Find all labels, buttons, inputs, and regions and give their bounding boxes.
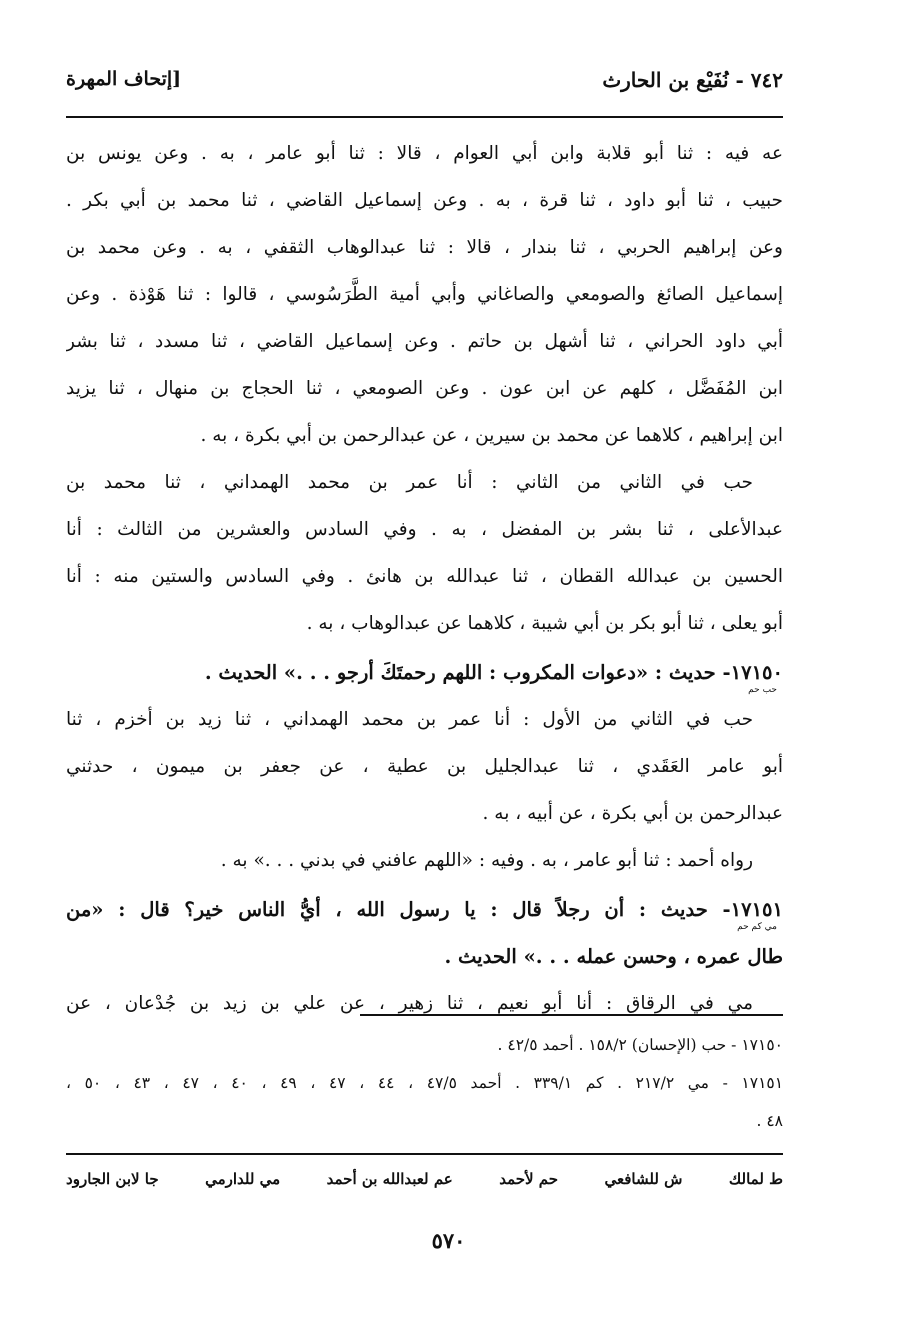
abbreviation-item: عم لعبدالله بن أحمد xyxy=(326,1170,453,1188)
footnote: ١٧١٥١ - مي ٢١٧/٢ . كم ٣٣٩/١ . أحمد ٤٧/٥ ، ٤٤ ، ٤٧ ، ٤٩ ، ٤٠ ، ٤٧ ، ٤٣ ، ٥٠ ، xyxy=(66,1074,783,1092)
text-line: ابن إبراهيم ، كلاهما عن محمد بن سيرين ، عن عبدالرحمن بن أبي بكرة ، به . xyxy=(200,425,783,446)
text-line: عبدالأعلى ، ثنا بشر بن المفضل ، به . وفي السادس والعشرين من الثالث : أنا xyxy=(66,519,783,540)
text-line: أبي داود الحراني ، ثنا أشهل بن حاتم . وعن إسماعيل القاضي ، ثنا مسدد ، ثنا بشر xyxy=(66,331,783,352)
text-line: حبيب ، ثنا أبو داود ، ثنا قرة ، به . وعن إسماعيل القاضي ، ثنا محمد بن أبي بكر . xyxy=(66,190,783,211)
page-number: ٥٧٠ xyxy=(431,1228,466,1253)
text-line: عه فيه : ثنا أبو قلابة وابن أبي العوام ، قالا : ثنا أبو عامر ، به . وعن يونس بن xyxy=(66,143,783,164)
text-line: أبو عامر العَقَدي ، ثنا عبدالجليل بن عطية ، عن جعفر بن ميمون ، حدثني xyxy=(66,756,783,777)
text-line: ابن المُفَضَّل ، كلهم عن ابن عون . وعن الصومعي ، ثنا الحجاج بن منهال ، ثنا يزيد xyxy=(66,378,783,399)
text-line: وعن إبراهيم الحربي ، ثنا بندار ، قالا : ثنا عبدالوهاب الثقفي ، به . وعن محمد بن xyxy=(66,237,783,258)
hadith-17151-continuation: طال عمره ، وحسن عمله . . .» الحديث . xyxy=(444,945,783,968)
hadith-17151-heading: ١٧١٥١- حديث : أن رجلاً قال : يا رسول الله ، أيُّ الناس خير؟ قال : «من xyxy=(66,898,783,921)
footnote-continuation: ٤٨ . xyxy=(756,1112,783,1130)
abbreviation-item: ط لمالك xyxy=(728,1170,783,1188)
abbreviation-item: ش للشافعي xyxy=(604,1170,683,1188)
abbreviation-item: مي للدارمي xyxy=(205,1170,281,1188)
hadith-17150-heading xyxy=(66,649,783,696)
text-line: إسماعيل الصائغ والصومعي والصاغاني وأبي أمية الطَّرَسُوسي ، قالوا : ثنا هَوْذة . وعن xyxy=(66,284,783,305)
footnote-divider xyxy=(360,1014,783,1016)
text-line: مي في الرقاق : أنا أبو نعيم ، ثنا زهير ، عن علي بن زيد بن جُدْعان ، عن xyxy=(66,993,753,1014)
header-divider xyxy=(66,116,783,118)
abbreviation-divider xyxy=(66,1153,783,1155)
text-line: حب في الثاني من الثاني : أنا عمر بن محمد الهمداني ، ثنا محمد بن xyxy=(66,472,753,493)
abbreviation-key xyxy=(66,1170,783,1204)
footnotes xyxy=(66,1026,783,1140)
abbreviation-item: حم لأحمد xyxy=(499,1170,559,1188)
abbreviation-item: جا لابن الجارود xyxy=(66,1170,159,1188)
text-line: عبدالرحمن بن أبي بكرة ، عن أبيه ، به . xyxy=(482,803,783,824)
text-line: أبو يعلى ، ثنا أبو بكر بن أبي شيبة ، كلاهما عن عبدالوهاب ، به . xyxy=(306,613,783,634)
page-header xyxy=(66,68,783,108)
text-line: حب في الثاني من الأول : أنا عمر بن محمد الهمداني ، ثنا زيد بن أخزم ، ثنا xyxy=(66,709,754,730)
book-title: [إتحاف المهرة xyxy=(66,68,182,90)
text-line: رواه أحمد : ثنا أبو عامر ، به . وفيه : «اللهم عافني في بدني . . .» به . xyxy=(220,850,753,871)
text-line: الحسين بن عبدالله القطان ، ثنا عبدالله بن هانئ . وفي السادس والستين منه : أنا xyxy=(66,566,783,587)
hadith-17150-text: ١٧١٥٠- حديث : «دعوات المكروب : اللهم رحمتَكَ أرجو . . .» الحديث . xyxy=(204,661,783,684)
main-text: عه فيه : ثنا أبو قلابة وابن أبي العوام ، قالا : ثنا أبو عامر ، به . وعن يونس بن حبيب ، ثنا أبو داود ، ثنا قرة ، به . وعن إسماعيل القاضي ، ثنا محمد بن أبي بكر . وعن إبراهيم الحربي ، ثنا بندار ، قالا : ثنا عبدالوهاب الثقفي ، به . وعن محمد بن إسماعيل الصائغ والصومعي والصاغاني وأبي أمية الطَّرَسُوسي ، قالوا : ثنا هَوْذة . وعن أبي داود الحراني ، ثنا أشهل بن حاتم . وعن إسماعيل القاضي ، ثنا مسدد ، ثنا بشر ابن المُفَضَّل ، كلهم عن ابن عون . وعن الصومعي ، ثنا الحجاج بن منهال ، ثنا يزيد ابن إبراهيم ، كلاهما عن محمد بن سيرين ، عن عبدالرحمن بن أبي بكرة ، به . حب في الثاني من الثاني : أنا عمر بن محمد الهمداني ، ثنا محمد بن عبدالأعلى ، ثنا بشر بن المفضل ، به . وفي السادس والعشرين من الثالث : أنا الحسين بن عبدالله القطان ، ثنا عبدالله بن هانئ . وفي السادس والستين منه : أنا أبو يعلى ، ثنا أبو بكر بن أبي شيبة ، كلاهما عن عبدالوهاب ، به . ١٧١٥٠- حديث : «دعوات المكروب : اللهم رحمتَكَ أرجو . . .» الحديث . حب حم حب في الثاني من الأول : أنا عمر بن محمد الهمداني ، ثنا زيد بن أخزم ، ثنا أبو عامر العَقَدي ، ثنا عبدالجليل بن عطية ، عن جعفر بن ميمون ، حدثني عبدالرحمن بن أبي بكرة ، عن أبيه ، به . رواه أحمد : ثنا أبو عامر ، به . وفيه : «اللهم عافني في بدني . . .» به . ١٧١٥١- حديث : أن رجلاً قال : يا رسول الله ، أيُّ الناس خير؟ قال : «من مي كم حم طال عمره ، وحسن عمله . . .» الحديث . مي في الرقاق : أنا أبو نعيم ، ثنا زهير ، عن علي بن زيد بن جُدْعان ، عن xyxy=(66,130,783,1027)
footnote: ١٧١٥٠ - حب (الإحسان) ١٥٨/٢ . أحمد ٤٢/٥ . xyxy=(497,1036,783,1054)
chapter-title: ٧٤٢ - نُفَيْع بن الحارث xyxy=(602,68,783,92)
